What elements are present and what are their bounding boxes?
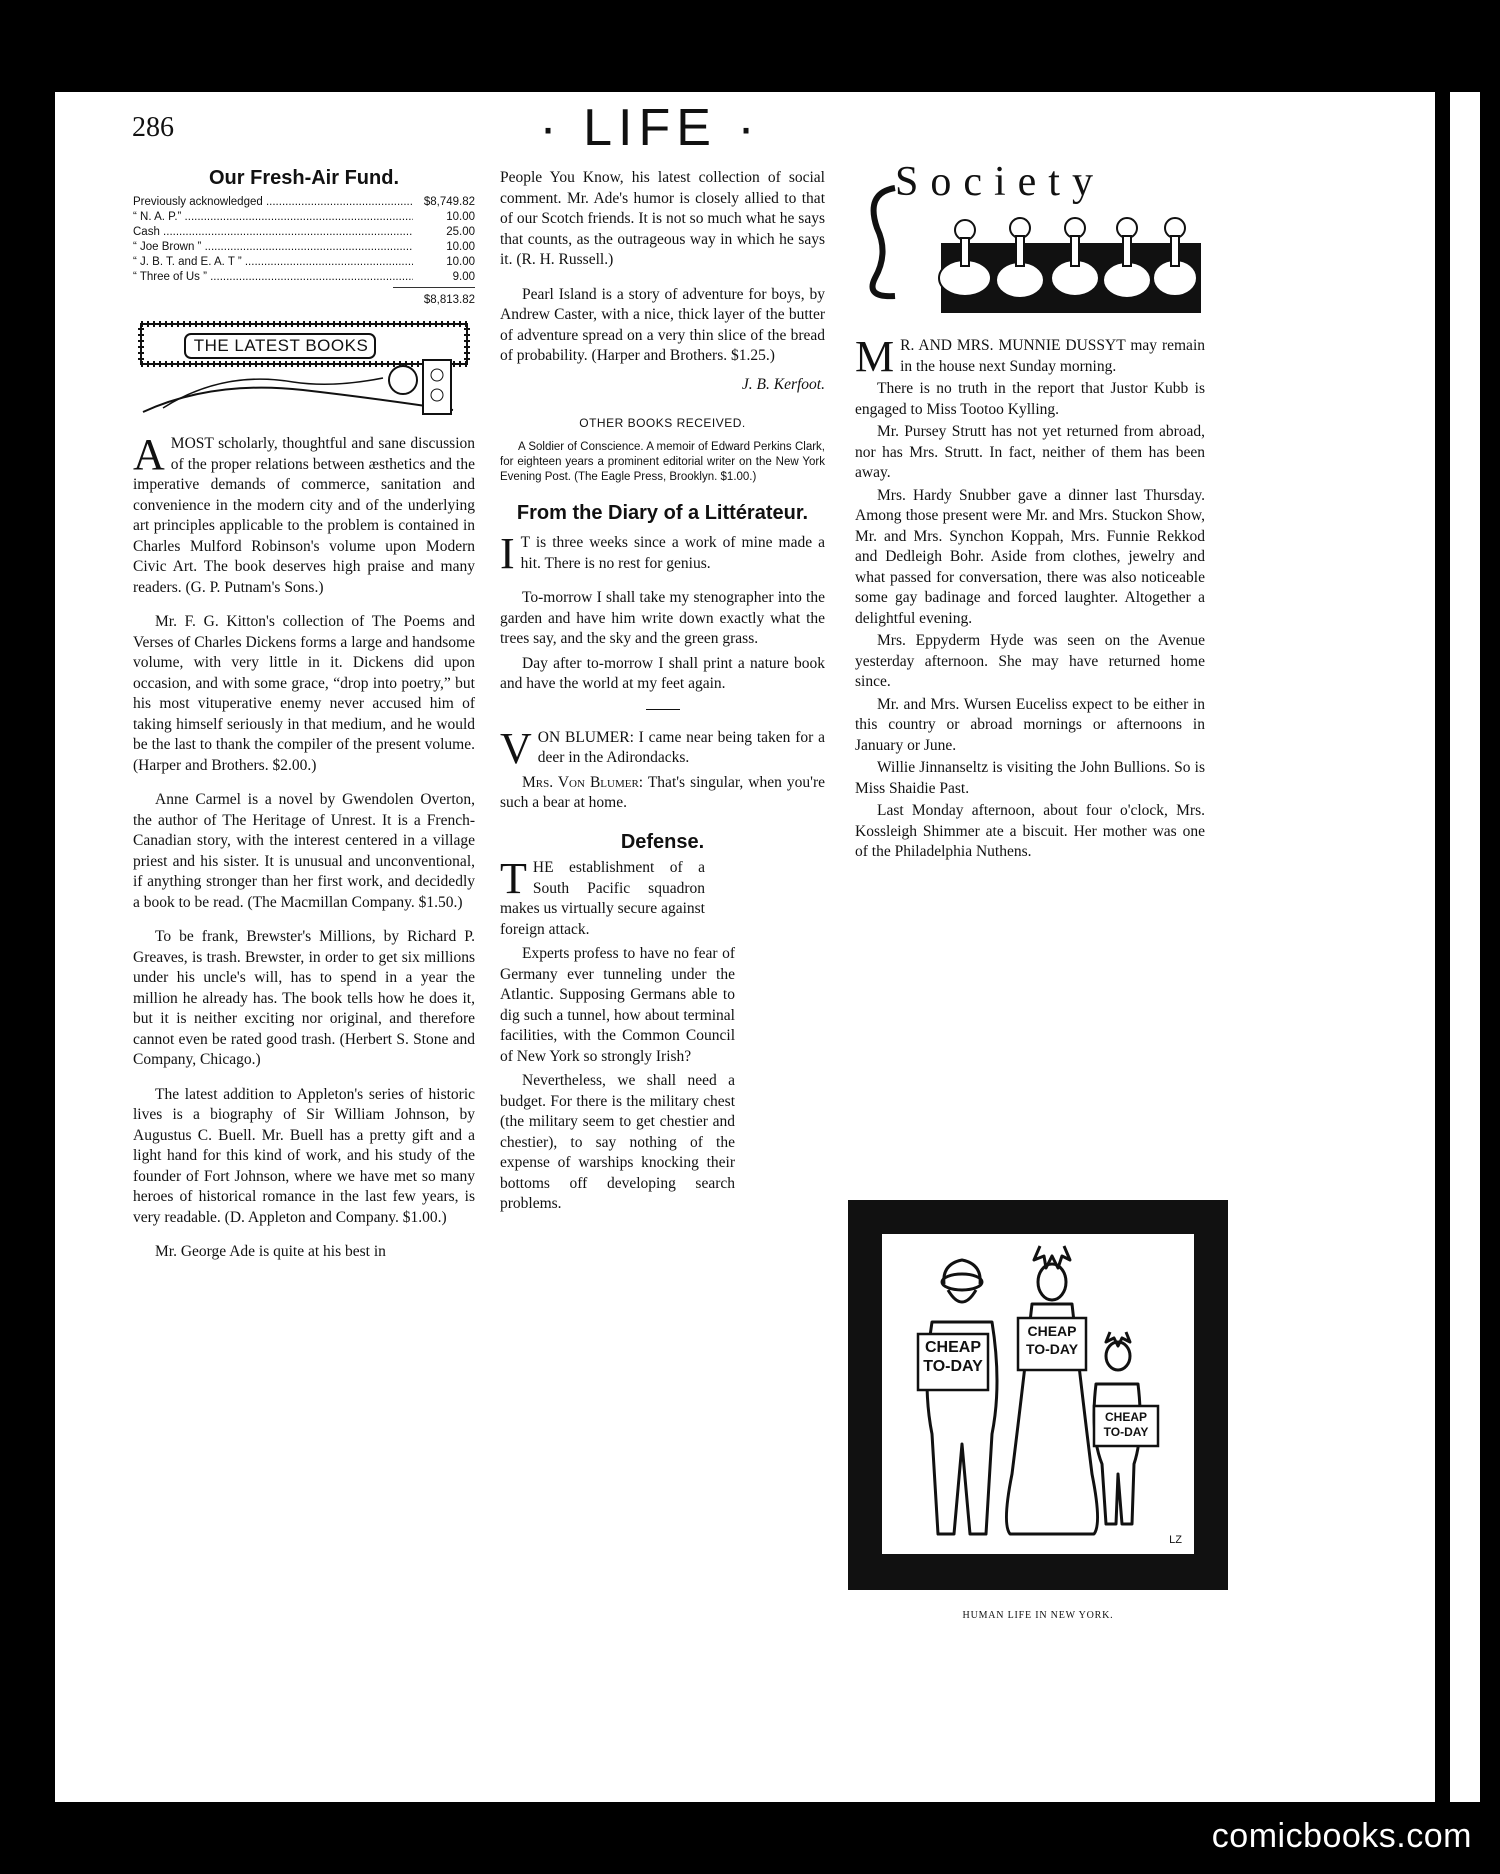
masthead: · LIFE ·: [539, 99, 761, 157]
dropcap: I: [500, 529, 515, 578]
defense-p3: Nevertheless, we shall need a budget. For there is the military chest (the military seem to get chestier and chestier), to say nothing of the expense of warships knocking their bottoms off developing search problems.: [500, 1072, 735, 1212]
dropcap: A: [133, 430, 165, 479]
von-blumer-p1: VON BLUMER: I came near being taken for a deer in the Adirondacks.: [500, 723, 825, 773]
defense-p1: THE establishment of a South Pacific squadron makes us virtually secure against foreign attack.: [500, 854, 705, 938]
fund-row: “ N. A. P.” ..... 10.00: [133, 210, 475, 225]
artist-signature: LZ: [1169, 1534, 1182, 1546]
society-p5: Mrs. Eppyderm Hyde was seen on the Avenue yesterday afternoon. She may have returned home since.: [855, 632, 1205, 690]
diary-p2: To-morrow I shall take my stenographer into the garden and have him write down exactly what the trees say, and the sky and the green grass.: [500, 589, 825, 647]
society-p1: M R. AND MRS. MUNNIE DUSSYT may remain in the house next Sunday morning.: [855, 332, 1205, 381]
cartoon-illustration: [882, 1234, 1194, 1554]
dropcap: V: [500, 723, 532, 773]
society-title: Society: [895, 159, 1105, 205]
column-2: [500, 168, 825, 1229]
reviewer-signature: J. B. Kerfoot.: [741, 375, 825, 393]
review-johnson: The latest addition to Appleton's series of historic lives is a biography of Sir William Johnson, by Augustus C. Buell. Mr. Buell has a pretty gift and a light hand for this kind of work, and his study of the founder of Fort Johnson, where we have met so many heroes of historical romance in the last few years, is very readable. (D. Appleton and Company. $1.00.): [133, 1085, 475, 1226]
divider: [646, 709, 680, 710]
dropcap: M: [855, 332, 895, 381]
latest-books-title: THE LATEST BOOKS: [193, 336, 369, 355]
diary-p3: Day after to-morrow I shall print a nature book and have the world at my feet again.: [500, 654, 825, 692]
review-robinson: AMOST scholarly, thoughtful and sane discussion of the proper relations between æsthetics and the imperative demands of commerce, sanitation and convenience in the modern city and of the underlying art principles applicable to the problem is contained in Charles Mulford Robinson's volume upon Modern Civic Art. The book deserves high praise and many readers. (G. P. Putnam's Sons.): [133, 430, 475, 596]
fund-row: Previously acknowledged ..... $8,749.82: [133, 195, 475, 210]
review-kitton: Mr. F. G. Kitton's collection of The Poems and Verses of Charles Dickens forms a large and handsome volume, with very little in it. Dickens did upon occasion, and with some grace, “drop into poetry,” but his most vituperative enemy never accused him of taking himself seriously in that medium, and he would be the last to thank the compiler of the present volume. (Harper and Brothers. $2.00.): [133, 613, 475, 774]
other-books-entry: A Soldier of Conscience. A memoir of Edward Perkins Clark, for eighteen years a prominent editorial writer on the New York Evening Post. (The Eagle Press, Brooklyn. $1.00.): [500, 440, 825, 483]
review-brewster: To be frank, Brewster's Millions, by Richard P. Greaves, is trash. Brewster, in order to get six millions under his uncle's will, has to spend in a year the million he already has. The book tells how he does it, but it is neither exciting nor original, and therefore cannot even be rated good trash. (Herbert S. Stone and Company, Chicago.): [133, 928, 475, 1068]
diary-p1: I T is three weeks since a work of mine made a hit. There is no rest for genius.: [500, 529, 825, 578]
fund-table: [133, 195, 475, 285]
fund-total: $8,813.82: [393, 287, 475, 311]
von-blumer-p2: Mrs. Von Blumer: That's singular, when you're such a bear at home.: [500, 773, 825, 811]
other-books-heading: OTHER BOOKS RECEIVED.: [579, 416, 746, 430]
review-ade-start: Mr. George Ade is quite at his best in: [155, 1243, 386, 1260]
next-page-edge: [1450, 92, 1480, 1802]
column-1: [133, 168, 475, 1277]
society-p6: Mr. and Mrs. Wursen Euceliss expect to be either in this country or abroad mornings or afternoons in January or June.: [855, 695, 1205, 754]
fund-row: “ J. B. T. and E. A. T ” ..... 10.00: [133, 255, 475, 270]
dropcap: T: [500, 854, 527, 903]
review-ade-cont: People You Know, his latest collection of social comment. Mr. Ade's humor is closely allied to that of our Scotch friends. It is not so much what he says that counts, as the outrageous way in which he says it. (R. H. Russell.): [500, 169, 825, 268]
society-p7: Willie Jinnanseltz is visiting the John Bullions. So is Miss Shaidie Past.: [855, 759, 1205, 797]
fund-title: Our Fresh-Air Fund.: [209, 167, 399, 189]
fund-row: Cash ..... 25.00: [133, 225, 475, 240]
site-watermark: comicbooks.com: [1211, 1817, 1472, 1855]
cartoon-caption: HUMAN LIFE IN NEW YORK.: [962, 1610, 1114, 1621]
society-p4: Mrs. Hardy Snubber gave a dinner last Thursday. Among those present were Mr. and Mrs. Stuckon Show, Mr. and Mrs. Synchon Koppah, Mrs. Funnie Rekkod and Dedleigh Bohr. Aside from clothes, jewelry and what passed for conversation, there was also noticeable some gay badinage and forced laughter. Altogether a delightful evening.: [855, 486, 1205, 627]
society-p8: Last Monday afternoon, about four o'clock, Mrs. Kossleigh Shimmer ate a biscuit. Her mother was one of the Philadelphia Nuthens.: [855, 802, 1205, 860]
fund-row: “ Three of Us ” ..... 9.00: [133, 270, 475, 285]
sign-man: CHEAP TO-DAY: [923, 1339, 983, 1375]
sign-child: CHEAP TO-DAY: [1103, 1410, 1149, 1439]
sign-woman: CHEAP TO-DAY: [1025, 1323, 1079, 1357]
latest-books-banner: [133, 320, 475, 420]
society-banner: [855, 159, 1205, 318]
review-pearl-island: Pearl Island is a story of adventure for boys, by Andrew Caster, with a nice, thick layer of the butter of adventure spread on a very thin slice of the bread of probability. (Harper and Brothers. $1.25.): [500, 285, 825, 364]
column-3: [855, 159, 1205, 877]
cartoon-frame: [848, 1200, 1228, 1590]
society-p2: There is no truth in the report that Justor Kubb is engaged to Miss Tootoo Kylling.: [855, 380, 1205, 418]
society-p3: Mr. Pursey Strutt has not yet returned from abroad, nor has Mrs. Strutt. In fact, neither of them has been away.: [855, 423, 1205, 481]
defense-title: Defense.: [620, 830, 705, 853]
defense-p2: Experts profess to have no fear of Germany ever tunneling under the Atlantic. Supposing Germans able to dig such a tunnel, how about terminal facilities, with the Common Council of New York so strongly Irish?: [500, 945, 735, 1065]
fund-row: “ Joe Brown ” ..... 10.00: [133, 240, 475, 255]
review-anne-carmel: Anne Carmel is a novel by Gwendolen Overton, the author of The Heritage of Unrest. It is a French-Canadian story, with the interest centered in a village priest and his sister. It is unusual and unconventional, if anything stronger than her first work, and decidedly a book to be read. (The Macmillan Company. $1.50.): [133, 791, 475, 911]
page-number: 286: [132, 112, 174, 143]
diary-title: From the Diary of a Littérateur.: [516, 501, 809, 524]
